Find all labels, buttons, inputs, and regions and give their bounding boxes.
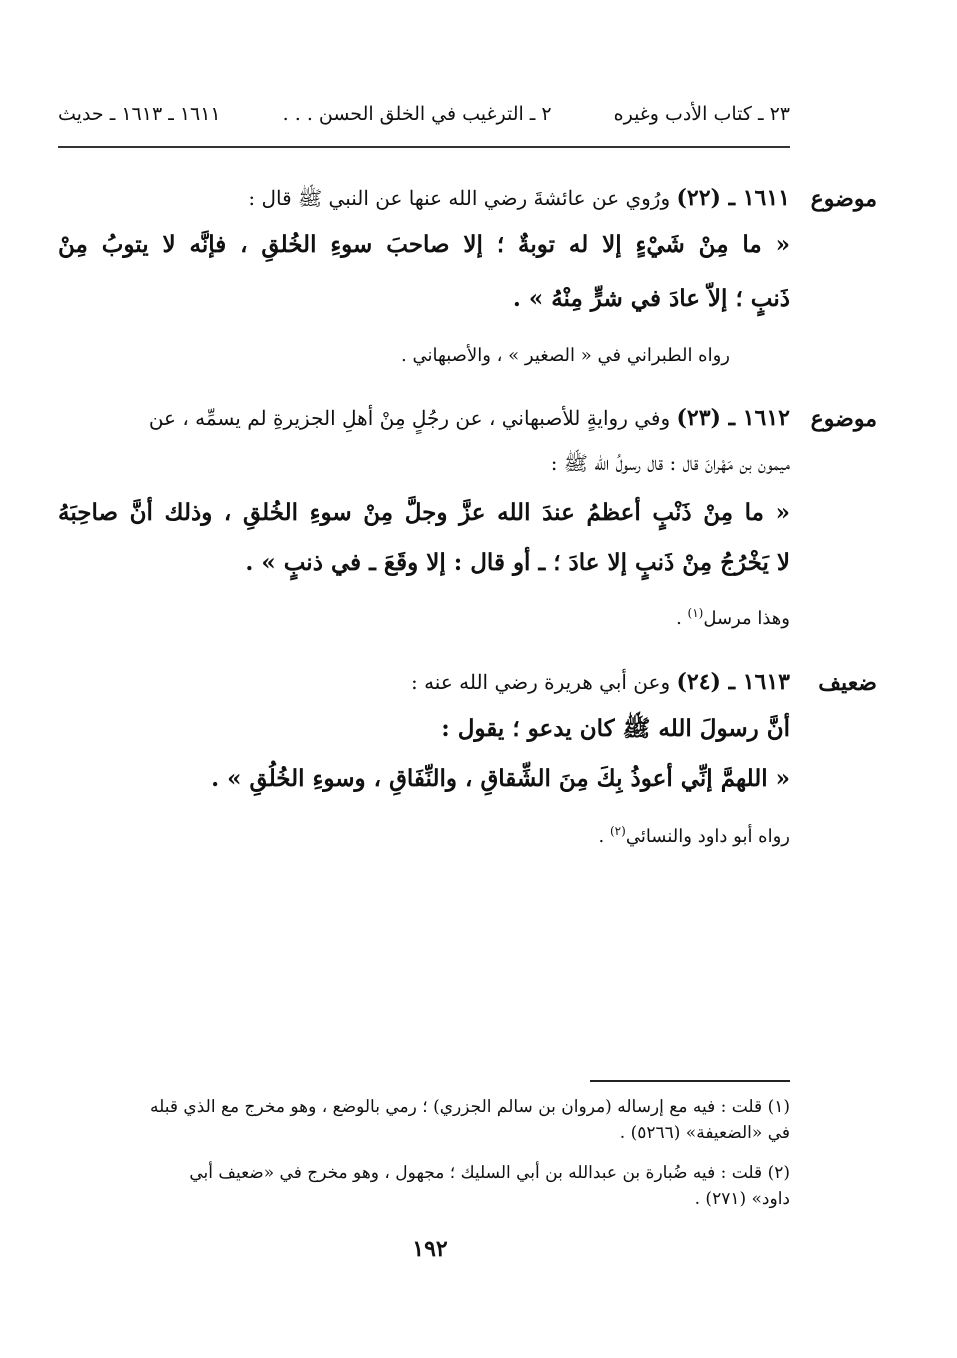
hadith-matn-line: « اللهمَّ إنِّي أعوذُ بِكَ مِنَ الشِّقاقِ ، والنِّفَاقِ ، وسوءِ الخُلُقِ » . xyxy=(211,765,790,792)
hadith-isnad: وفي روايةٍ للأصبهاني ، عن رجُلٍ مِنْ أهلِ الجزيرةِ لم يسمِّه ، عن xyxy=(148,406,671,430)
hadith-matn-line: « ما مِنْ ذَنْبٍ أعظمُ عندَ الله عزَّ وجلَّ مِنْ سوءِ الخُلقِ ، وذلك أنَّ صاحِبَهُ xyxy=(58,499,790,526)
hadith-grade: موضوع xyxy=(810,406,877,432)
footnote-line: في «الضعيفة» (٥٢٦٦) . xyxy=(619,1123,790,1144)
hadith-isnad: وعن أبي هريرة رضي الله عنه : xyxy=(410,670,671,694)
hadith-isnad-line: ميمون بن مَهْرانَ قال : قال رسولُ الله ﷺ : xyxy=(550,451,790,475)
footnote-divider xyxy=(590,1080,790,1082)
footnote-ref[interactable]: (١) xyxy=(687,606,704,620)
hadith-takhrij xyxy=(599,824,790,848)
page-number: ١٩٢ xyxy=(412,1236,448,1262)
hadith-number: ١٦١٢ ـ (٢٣) xyxy=(676,405,790,431)
hadith-number: ١٦١٣ ـ (٢٤) xyxy=(676,669,790,695)
header-divider xyxy=(58,146,790,148)
hadith-heading xyxy=(248,184,790,213)
hadith-isnad: ورُوي عن عائشةَ رضي الله عنها عن النبي ﷺ قال : xyxy=(248,186,671,210)
takhrij-text: وهذا مرسل xyxy=(703,608,790,629)
footnote-1 xyxy=(58,1094,790,1147)
running-header xyxy=(58,96,790,132)
header-chapter: ٢٣ ـ كتاب الأدب وغيره xyxy=(613,103,790,125)
hadith-matn-line: « ما مِنْ شَيْءٍ إلا له توبةٌ ؛ إلا صاحبَ سوءِ الخُلقِ ، فإنَّه لا يتوبُ مِنْ xyxy=(58,231,790,258)
footnote-line: (١) قلت : فيه مع إرساله (مروان بن سالم الجزري) ؛ رمي بالوضع ، وهو مخرج مع الذي قبله xyxy=(150,1097,790,1117)
hadith-matn-line: لا يَخْرُجُ مِنْ ذَنبٍ إلا عادَ ؛ ـ أو قال : إلا وقَعَ ـ في ذنبٍ » . xyxy=(245,549,790,576)
hadith-matn-line: ذَنبٍ ؛ إلاّ عادَ في شرٍّ مِنْهُ » . xyxy=(512,285,790,312)
hadith-grade: ضعيف xyxy=(818,670,877,696)
takhrij-end: . xyxy=(598,826,610,847)
hadith-heading xyxy=(411,668,790,697)
hadith-number: ١٦١١ ـ (٢٢) xyxy=(676,185,790,211)
footnote-ref[interactable]: (٢) xyxy=(609,824,626,838)
hadith-takhrij: رواه الطبراني في « الصغير » ، والأصبهاني . xyxy=(401,345,730,366)
hadith-matn-line: أنَّ رسولَ الله ﷺ كان يدعو ؛ يقول : xyxy=(441,715,790,742)
footnote-line: (٢) قلت : فيه ضُبارة بن عبدالله بن أبي السليك ؛ مجهول ، وهو مخرج في «ضعيف أبي xyxy=(189,1163,790,1183)
header-range: ١٦١١ ـ ١٦١٣ ـ حديث xyxy=(58,103,221,125)
hadith-takhrij xyxy=(676,606,790,630)
footnote-line: داود» (٢٧١) . xyxy=(694,1189,790,1210)
takhrij-end: . xyxy=(676,608,688,629)
takhrij-text: رواه أبو داود والنسائي xyxy=(625,826,790,847)
hadith-grade: موضوع xyxy=(810,186,877,212)
header-section: ٢ ـ الترغيب في الخلق الحسن . . . xyxy=(282,103,552,125)
footnote-2 xyxy=(58,1160,790,1213)
hadith-heading xyxy=(149,404,790,433)
